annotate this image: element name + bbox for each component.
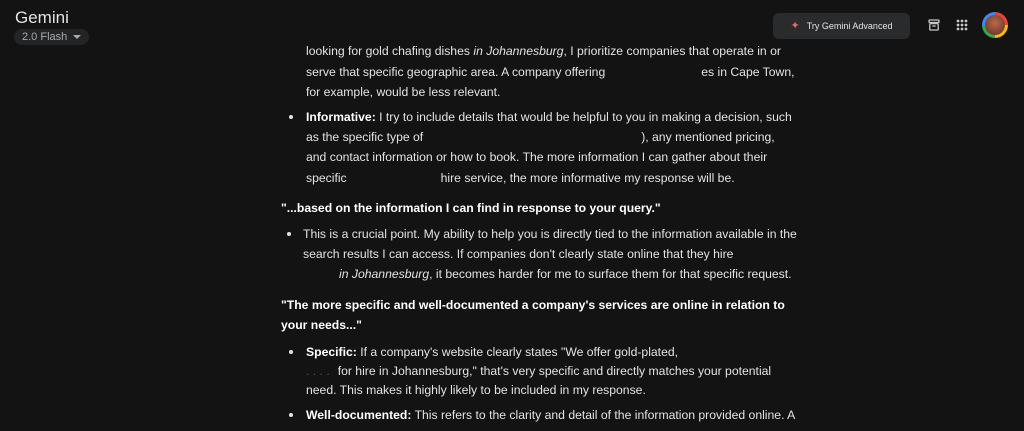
try-gemini-advanced-button[interactable]: [773, 13, 910, 39]
p3-line3: in Johannesburg, it becomes harder for me to surface them for that specific request.: [339, 267, 792, 281]
model-selector[interactable]: [14, 29, 89, 45]
quote-heading-2-line1: "The more specific and well-documented a company's services are online in relation to: [281, 298, 785, 312]
avatar[interactable]: [982, 12, 1008, 38]
p1-line1: looking for gold chafing dishes in Johannesburg, I prioritize companies that operate in or: [306, 44, 781, 58]
bullet-dot: [287, 232, 291, 236]
bullet-dot: [289, 350, 293, 354]
p1-line3: for example, would be less relevant.: [306, 85, 501, 99]
try-gemini-advanced-label: Try Gemini Advanced: [806, 21, 893, 31]
bullet-dot: [289, 413, 293, 417]
p2-line2: as the specific type of ), any mentioned pricing,: [306, 130, 775, 144]
app-title: Gemini: [15, 8, 69, 27]
archive-icon[interactable]: [924, 15, 944, 35]
caret-down-icon: [73, 35, 81, 39]
p3-line2: search results I can access. If companies don't clearly state online that they hire: [303, 247, 734, 261]
model-label: 2.0 Flash: [22, 31, 68, 43]
p2-line3: and contact information or how to book. The more information I can gather about their: [306, 150, 768, 164]
quote-heading-2-line2: your needs...": [281, 318, 362, 332]
p4-line1: Specific: If a company's website clearly states "We offer gold-plated,: [306, 345, 679, 359]
apps-grid-icon[interactable]: [952, 15, 972, 35]
p5-line1: Well-documented: This refers to the clarity and detail of the information provided online. A: [306, 408, 796, 422]
p4-line3: need. This makes it highly likely to be included in my response.: [306, 383, 646, 397]
sparkle-icon: ✦: [790, 19, 800, 32]
p2-line4: specific hire service, the more informative my response will be.: [306, 171, 735, 185]
quote-heading-1: "...based on the information I can find in response to your query.": [281, 201, 661, 215]
p2-line1: Informative: I try to include details that would be helpful to you in making a decision, such: [306, 110, 792, 124]
p4-line2: . . . . for hire in Johannesburg," that's very specific and directly matches your potential: [306, 364, 772, 378]
p1-line2: serve that specific geographic area. A company offering es in Cape Town,: [306, 65, 795, 79]
bullet-dot: [289, 115, 293, 119]
p3-line1: This is a crucial point. My ability to help you is directly tied to the information available in the: [303, 227, 797, 241]
